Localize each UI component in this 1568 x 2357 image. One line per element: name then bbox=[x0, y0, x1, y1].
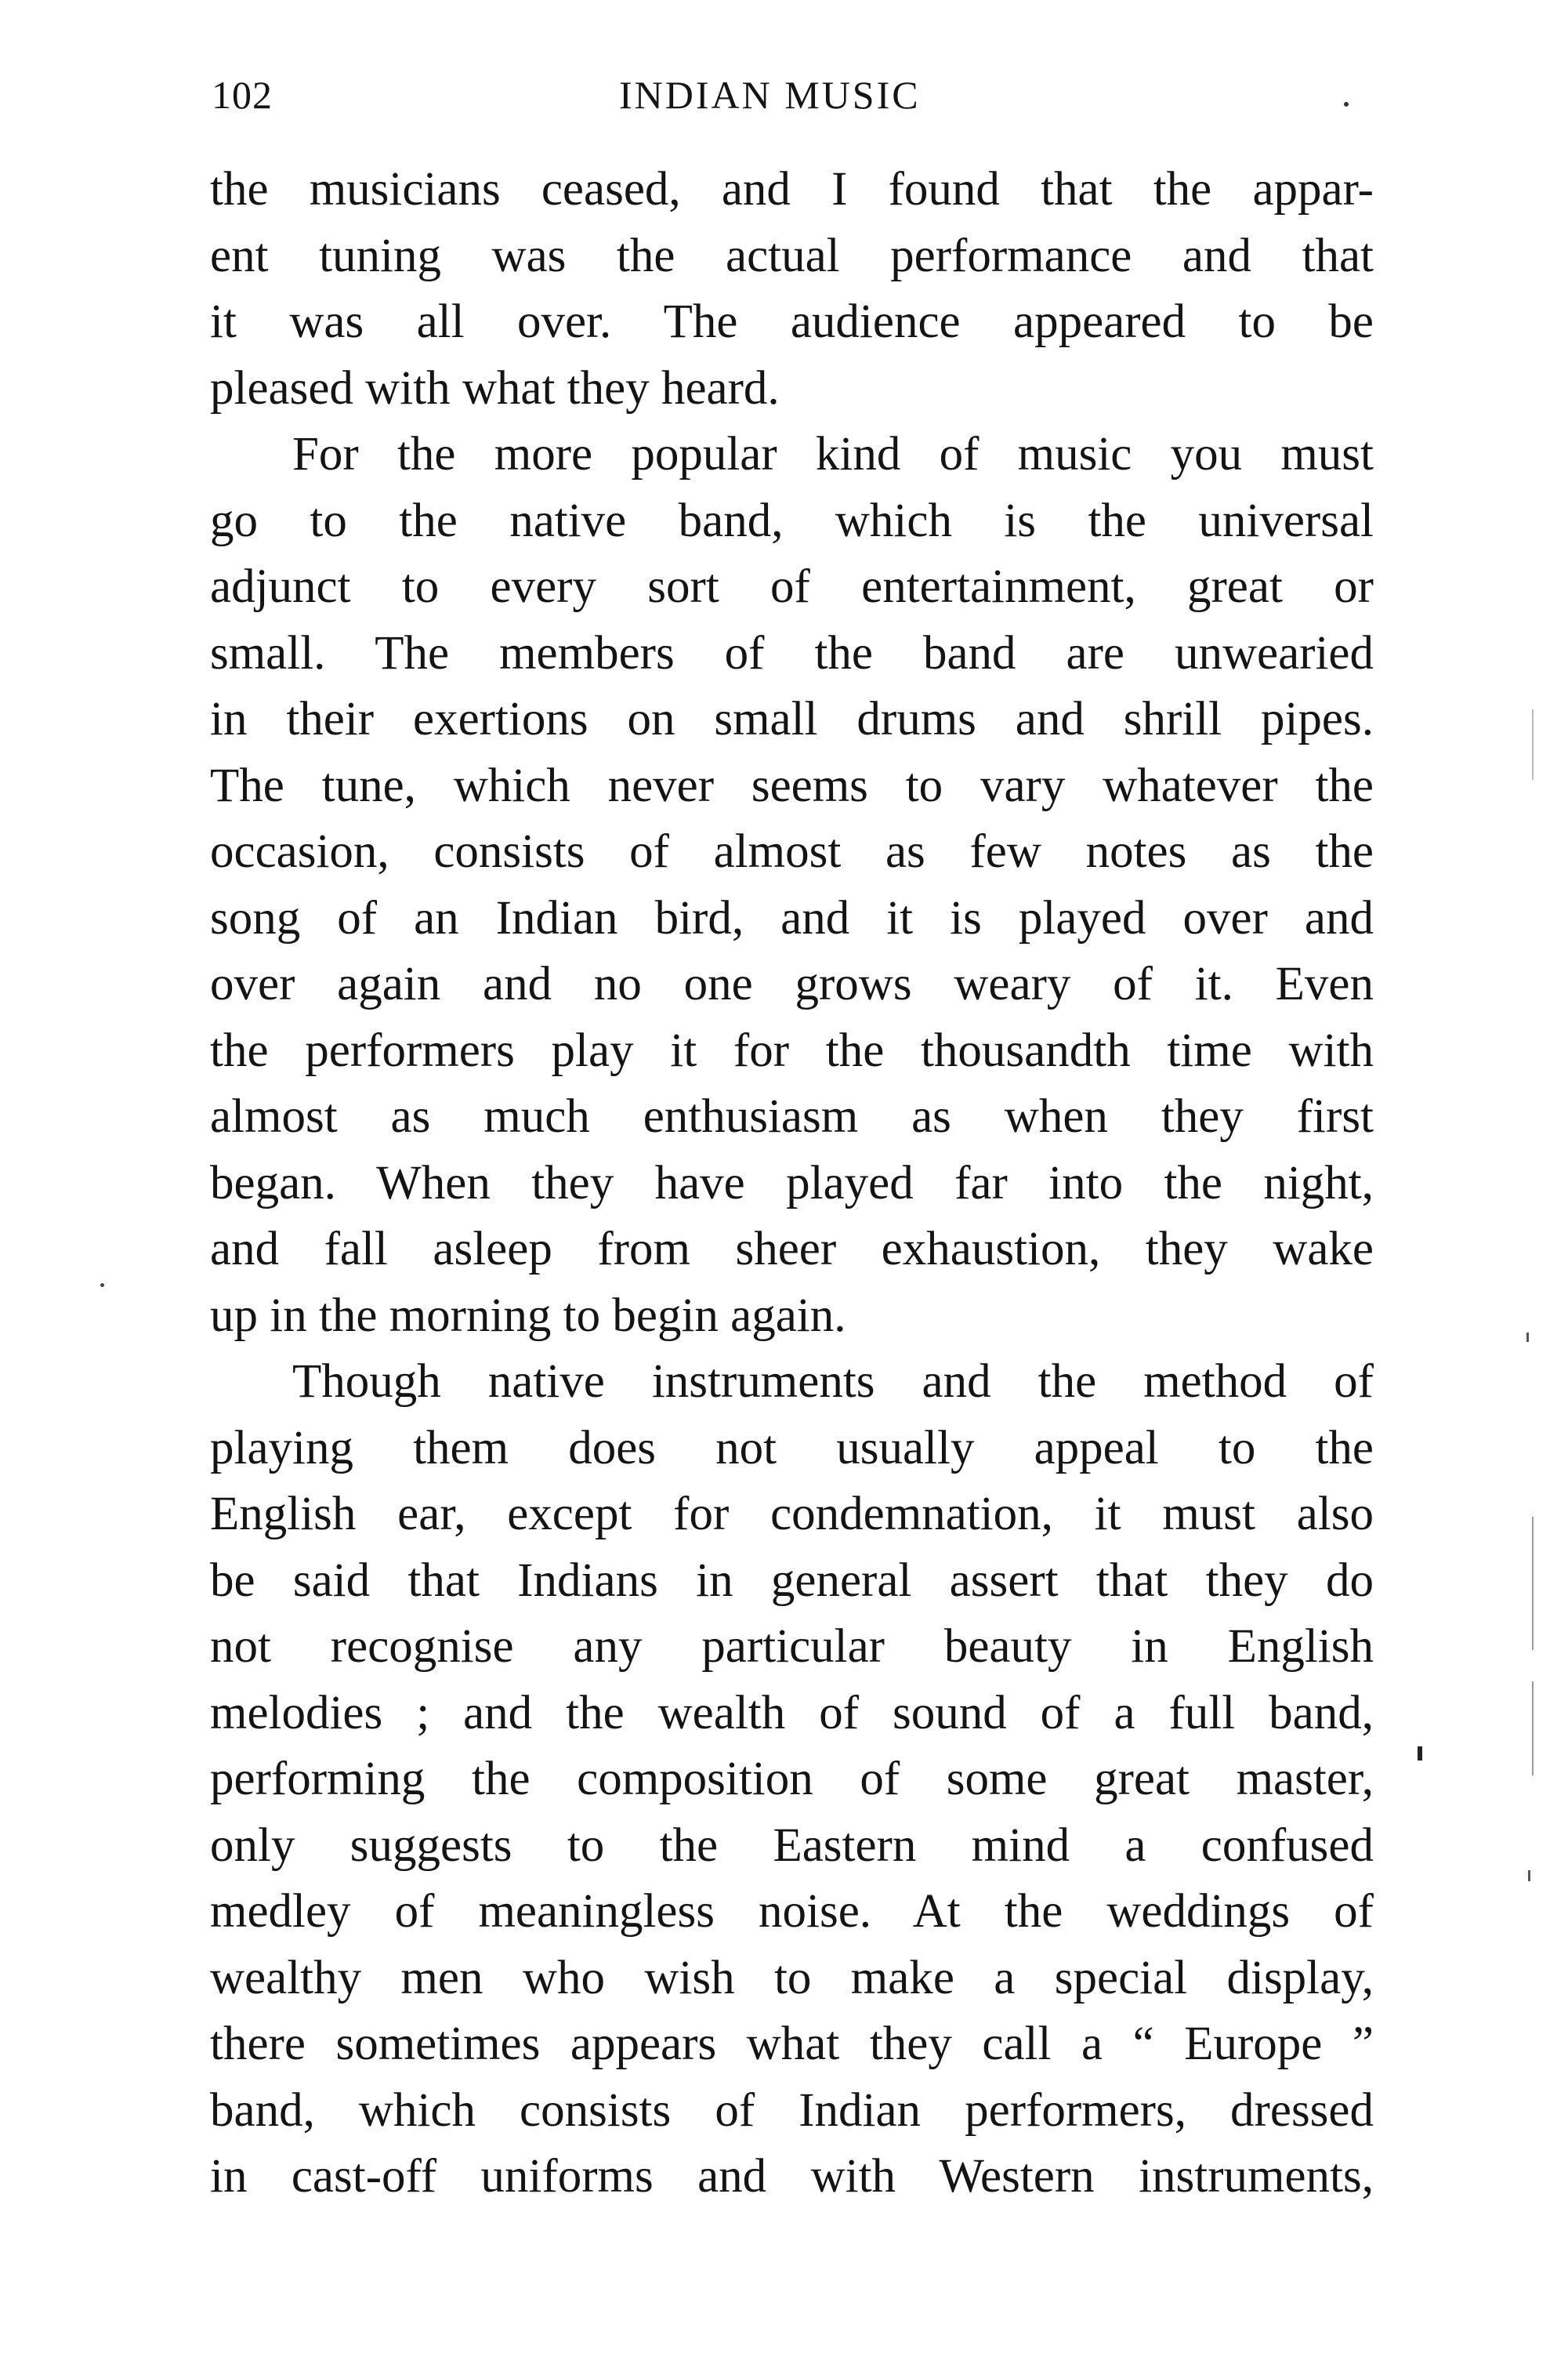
text-line: only suggests to the Eastern mind a confused bbox=[210, 1819, 1374, 1872]
text-line: melodies ; and the wealth of sound of a full band, bbox=[210, 1686, 1374, 1739]
text-line: The tune, which never seems to vary whatever the bbox=[210, 759, 1374, 812]
text-line: and fall asleep from sheer exhaustion, they wake bbox=[210, 1223, 1374, 1275]
running-title: INDIAN MUSIC bbox=[619, 73, 921, 117]
scan-mark bbox=[1526, 1333, 1529, 1342]
text-line: in their exertions on small drums and shrill pipes. bbox=[210, 693, 1374, 745]
text-line: began. When they have played far into the night, bbox=[210, 1156, 1374, 1209]
scan-mark bbox=[1532, 709, 1534, 780]
text-line: in cast-off uniforms and with Western instruments, bbox=[210, 2150, 1374, 2203]
text-line: go to the native band, which is the universal bbox=[210, 494, 1374, 547]
text-line: almost as much enthusiasm as when they first bbox=[210, 1090, 1374, 1143]
text-line: it was all over. The audience appeared to be bbox=[210, 296, 1374, 348]
text-line: Though native instruments and the method of bbox=[292, 1355, 1374, 1408]
text-line: adjunct to every sort of entertainment, great or bbox=[210, 560, 1374, 613]
text-line: occasion, consists of almost as few notes as the bbox=[210, 825, 1374, 878]
text-line: the musicians ceased, and I found that the appar- bbox=[210, 163, 1374, 216]
text-line: English ear, except for condemnation, it must also bbox=[210, 1488, 1374, 1540]
text-line: there sometimes appears what they call a “ Europe ” bbox=[210, 2018, 1374, 2070]
scan-mark bbox=[100, 1283, 104, 1287]
text-line: up in the morning to begin again. bbox=[210, 1289, 846, 1342]
scan-mark bbox=[1532, 1517, 1534, 1650]
text-line: playing them does not usually appeal to the bbox=[210, 1421, 1374, 1474]
text-line: not recognise any particular beauty in English bbox=[210, 1620, 1374, 1673]
page-header bbox=[212, 72, 1387, 127]
text-line: band, which consists of Indian performers, dressed bbox=[210, 2083, 1374, 2137]
text-line: be said that Indians in general assert that they do bbox=[210, 1554, 1374, 1607]
text-line: over again and no one grows weary of it. Even bbox=[210, 958, 1374, 1010]
ink-speck bbox=[1344, 102, 1349, 107]
text-line: medley of meaningless noise. At the weddings of bbox=[210, 1885, 1374, 1938]
paragraph-3 bbox=[210, 1349, 1374, 2210]
text-line: the performers play it for the thousandth time with bbox=[210, 1024, 1374, 1077]
text-line: performing the composition of some great master, bbox=[210, 1753, 1374, 1805]
paragraph-1 bbox=[210, 157, 1374, 422]
scan-mark bbox=[1528, 1870, 1530, 1881]
scan-mark bbox=[1532, 1681, 1534, 1775]
text-line: song of an Indian bird, and it is played over and bbox=[210, 891, 1374, 945]
text-line: pleased with what they heard. bbox=[210, 361, 780, 415]
page-number: 102 bbox=[212, 73, 273, 117]
text-line: small. The members of the band are unwearied bbox=[210, 626, 1374, 680]
body-text bbox=[210, 157, 1374, 2210]
text-line: For the more popular kind of music you must bbox=[292, 428, 1374, 480]
scan-mark bbox=[1418, 1746, 1422, 1760]
text-line: wealthy men who wish to make a special display, bbox=[210, 1951, 1374, 2004]
paragraph-2 bbox=[210, 422, 1374, 1349]
text-line: ent tuning was the actual performance and that bbox=[210, 229, 1374, 282]
